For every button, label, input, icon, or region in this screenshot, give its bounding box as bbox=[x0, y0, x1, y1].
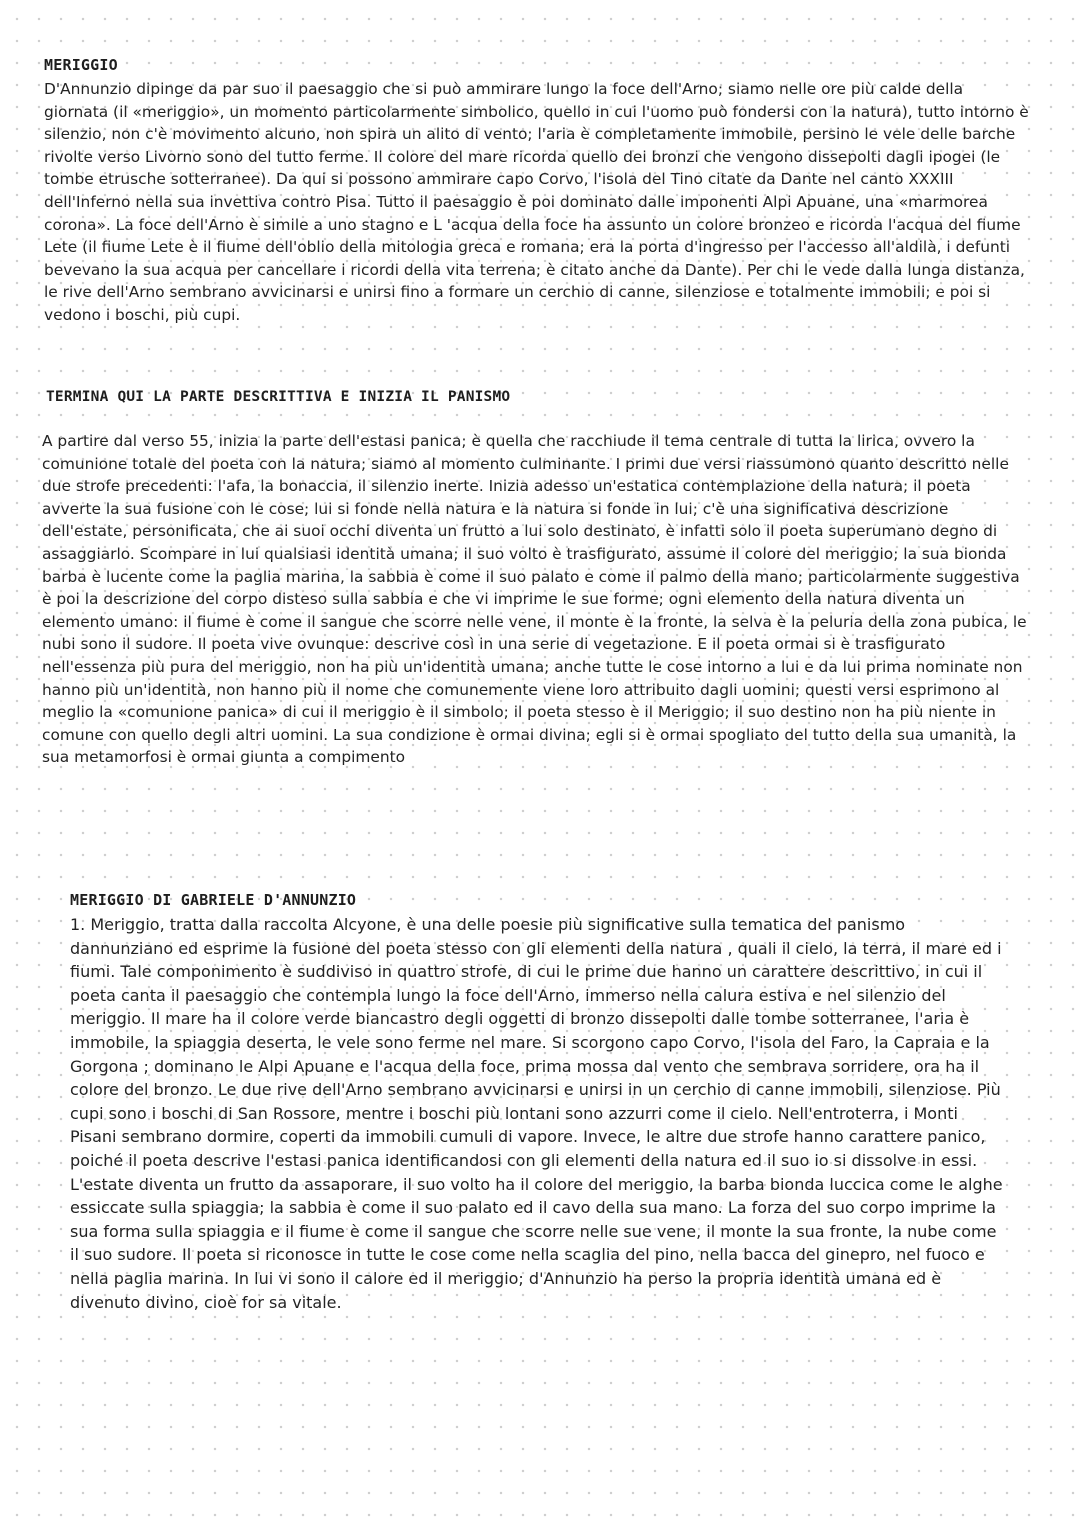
gabriele-paragraph: 1. Meriggio, tratta dalla raccolta Alcyone, è una delle poesie più significative sulla tematica del panismo dannunziano ed esprime la fusione del poeta stesso con gli elementi della natura , quali il cielo, la terra, il mare ed i fiumi. Tale componimento è suddiviso in quattro strofe, di cui le prime due hanno un carattere descrittivo, in cui il poeta canta il paesaggio che contempla lungo la foce dell'Arno, immerso nella calura estiva e nel silenzio del meriggio. Il mare ha il colore verde biancastro degli oggetti di bronzo dissepolti dalle tombe sotterranee, l'aria è immobile, la spiaggia deserta, le vele sono ferme nel mare. Si scorgono capo Corvo, l'isola del Faro, la Capraia e la Gorgona ; dominano le Alpi Apuane e l'acqua della foce, prima mossa dal vento che sembrava sorridere, ora ha il colore del bronzo. Le due rive dell'Arno sembrano avvicinarsi e unirsi in un cerchio di canne immobili, silenziose. Più cupi sono i boschi di San Rossore, mentre i boschi più lontani sono azzurri come il cielo. Nell'entroterra, i Monti Pisani sembrano dormire, coperti da immobili cumuli di vapore. Invece, le altre due strofe hanno carattere panico, poiché il poeta descrive l'estasi panica identificandosi con gli elementi della natura ed il suo io si dissolve in essi. L'estate diventa un frutto da assaporare, il suo volto ha il colore del meriggio, la barba bionda luccica come le alghe essiccate sulla spiaggia; la sabbia è come il suo palato ed il cavo della sua mano. La forza del suo corpo imprime la sua forma sulla spiaggia e il fiume è come il sangue che scorre nelle sue vene, il monte la sua fronte, la nube come il suo sudore. Il poeta si riconosce in tutte le cose come nella scaglia del pino, nella bacca del ginepro, nel fuoco e nella paglia marina. In lui vi sono il calore ed il meriggio; d'Annunzio ha perso la propria identità umana ed è divenuto divino, cioè for sa vitale. bbox=[70, 915, 1003, 1312]
panismo-paragraph: A partire dal verso 55, inizia la parte dell'estasi panica; è quella che racchiude il tema centrale di tutta la lirica, ovvero la comunione totale del poeta con la natura; siamo al momento culminante. I primi due versi riassumono quanto descritto nelle due strofe precedenti: l'afa, la bonaccia, il silenzio inerte. Inizia adesso un'estatica contemplazione della natura; il poeta avverte la sua fusione con le cose; lui si fonde nella natura e la natura si fonde in lui; c'è una significativa descrizione dell'estate, personificata, che ai suoi occhi diventa un frutto a lui solo destinato, è infatti solo il poeta superumano degno di assaggiarlo. Scompare in lui qualsiasi identità umana; il suo volto è trasfigurato, assume il colore del meriggio; la sua bionda barba è lucente come la paglia marina, la sabbia è come il suo palato e come il palmo della mano; particolarmente suggestiva è poi la descrizione del corpo disteso sulla sabbia e che vi imprime le sue forme; ogni elemento della natura diventa un elemento umano: il fiume è come il sangue che scorre nelle vene, il monte è la fronte, la selva è la peluria della zona pubica, le nubi sono il sudore. Il poeta vive ovunque: descrive così in una serie di vegetazione. E il poeta ormai si è trasfigurato nell'essenza più pura del meriggio, non ha più un'identità umana; anche tutte le cose intorno a lui e da lui prima nominate non hanno più un'identità, non hanno più il nome che comunemente viene loro attribuito dagli uomini; questi versi esprimono al meglio la «comunione panica» di cui il meriggio è il simbolo; il poeta stesso è il Meriggio; il suo destino non ha più niente in comune con quello degli altri uomini. La sua condizione è ormai divina; egli si è ormai spogliato del tutto della sua umanità, la sua metamorfosi è ormai giunta a compimento bbox=[42, 432, 1027, 767]
transition-section bbox=[46, 389, 1031, 409]
gabriele-section bbox=[70, 891, 1005, 1314]
meriggio-section bbox=[44, 56, 1029, 327]
panismo-section bbox=[42, 430, 1032, 769]
meriggio-heading: MERIGGIO bbox=[44, 56, 118, 74]
panismo-transition-heading: TERMINA QUI LA PARTE DESCRITTIVA E INIZIA IL PANISMO bbox=[46, 389, 511, 405]
meriggio-paragraph: D'Annunzio dipinge da par suo il paesaggio che si può ammirare lungo la foce dell'Arno; siamo nelle ore più calde della giornata (il «meriggio», un momento particolarmente simbolico, quello in cui l'uomo può fondersi con la natura), tutto intorno è silenzio, non c'è movimento alcuno, non spira un alito di vento; l'aria è completamente immobile, persino le vele delle barche rivolte verso Livorno sono del tutto ferme. Il colore del mare ricorda quello dei bronzi che vengono dissepolti dagli ipogei (le tombe etrusche sotterranee). Da qui si possono ammirare capo Corvo, l'isola del Tino citate da Dante nel canto XXXIII dell'Inferno nella sua invettiva contro Pisa. Tutto il paesaggio è poi dominato dalle imponenti Alpi Apuane, una «marmorea corona». La foce dell'Arno è simile a uno stagno e L 'acqua della foce ha assunto un colore bronzeo e ricorda l'acqua del fiume Lete (il fiume Lete è il fiume dell'oblio della mitologia greca e romana; era la porta d'ingresso per l'accesso all'aldilà, i defunti bevevano la sua acqua per cancellare i ricordi della vita terrena; è citato anche da Dante). Per chi le vede dalla lunga distanza, le rive dell'Arno sembrano avvicinarsi e unirsi fino a formare un cerchio di canne, silenziose e totalmente immobili; e poi si vedono i boschi, più cupi. bbox=[44, 80, 1029, 324]
gabriele-heading: MERIGGIO DI GABRIELE D'ANNUNZIO bbox=[70, 891, 357, 909]
